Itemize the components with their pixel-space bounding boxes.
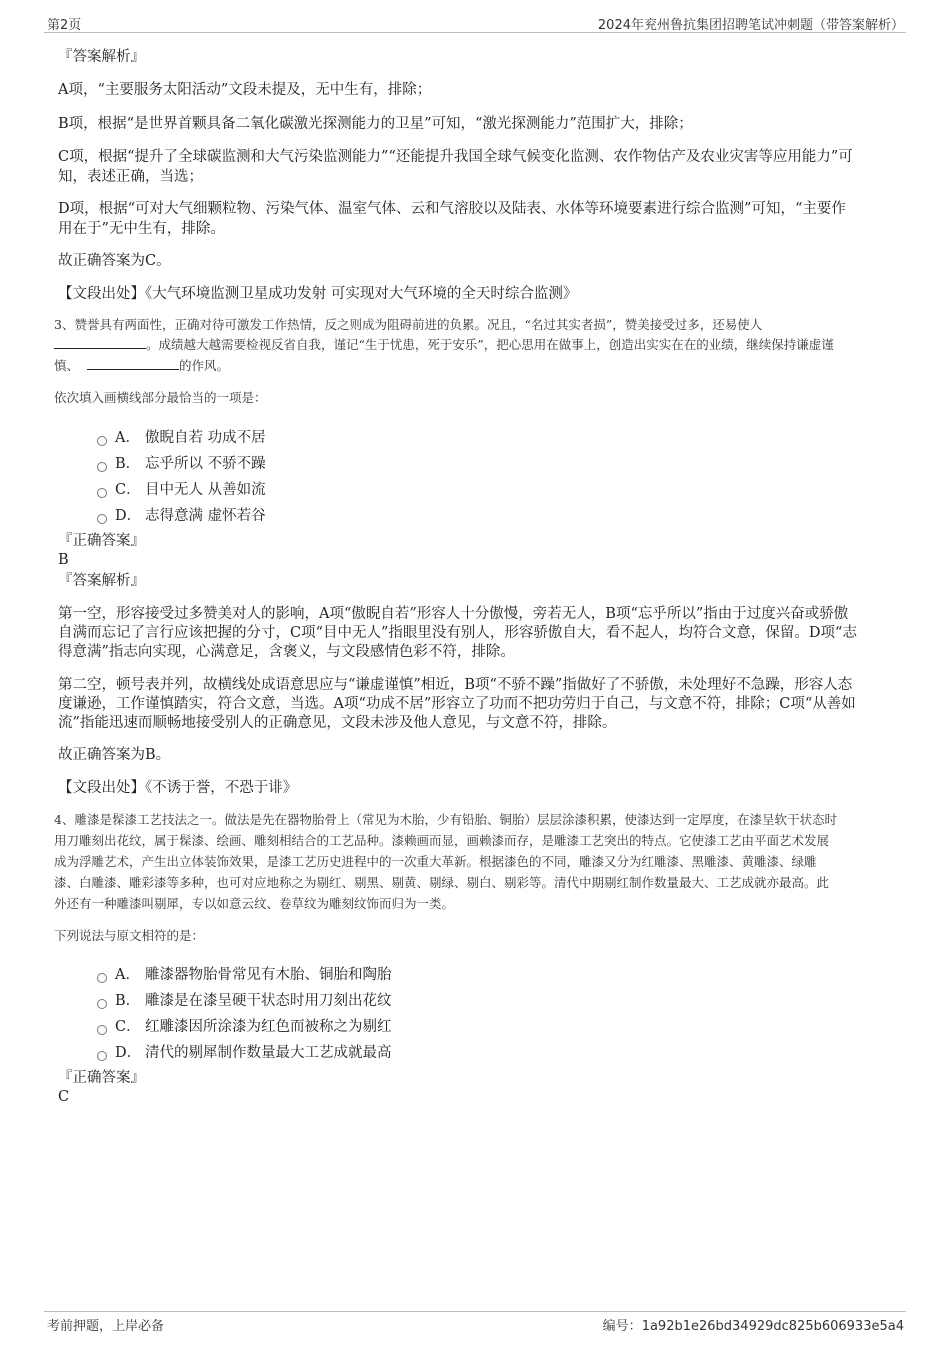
analysis-line: B项，根据“是世界首颗具备二氧化碳激光探测能力的卫星”可知，“激光探测能力”范围扩大，排除； bbox=[58, 116, 693, 132]
option-b-text: 雕漆是在漆呈硬干状态时用刀刻出花纹 bbox=[145, 993, 392, 1009]
option-a-radio[interactable] bbox=[97, 973, 107, 983]
analysis-line: D项，根据“可对大气细颗粒物、污染气体、温室气体、云和气溶胶以及陆表、水体等环境要素进行综合监测”可知，“主要作 bbox=[58, 201, 846, 217]
question-prompt: 依次填入画横线部分最恰当的一项是： bbox=[54, 390, 267, 405]
footer-slogan: 考前押题，上岸必备 bbox=[47, 1319, 165, 1334]
option-b-text: 忘乎所以 不骄不躁 bbox=[145, 456, 266, 472]
option-d-letter: D． bbox=[115, 508, 142, 524]
question-prompt: 下列说法与原文相符的是： bbox=[54, 928, 205, 943]
question-stem: 外还有一种雕漆叫剔犀，专以如意云纹、卷草纹为雕刻纹饰而归为一类。 bbox=[54, 896, 455, 911]
analysis-line: C项，根据“提升了全球碳监测和大气污染监测能力”“还能提升我国全球气候变化监测、农作物估产及农业灾害等应用能力”可 bbox=[58, 149, 853, 165]
option-b-letter: B． bbox=[115, 456, 141, 472]
option-a-text: 傲睨自若 功成不居 bbox=[145, 430, 266, 446]
option-d-text: 志得意满 虚怀若谷 bbox=[145, 508, 266, 524]
option-d-text: 清代的剔犀制作数量最大工艺成就最高 bbox=[145, 1045, 392, 1061]
option-c-letter: C． bbox=[115, 482, 141, 498]
option-b-letter: B． bbox=[115, 993, 141, 1009]
option-a-text: 雕漆器物胎骨常见有木胎、铜胎和陶胎 bbox=[145, 967, 392, 983]
question-stem: 4、雕漆是髹漆工艺技法之一。做法是先在器物胎骨上（常见为木胎，少有铅胎、铜胎）层层涂漆积累，使漆达到一定厚度，在漆呈软干状态时 bbox=[54, 812, 837, 827]
answer-conclusion: 故正确答案为B。 bbox=[58, 747, 171, 763]
option-c-letter: C． bbox=[115, 1019, 141, 1035]
analysis-line: 知，表述正确，当选； bbox=[58, 169, 203, 185]
correct-answer-label: 『正确答案』 bbox=[58, 533, 145, 549]
option-d-letter: D． bbox=[115, 1045, 142, 1061]
page-footer bbox=[44, 1311, 906, 1332]
correct-answer: C bbox=[58, 1089, 70, 1105]
document-serial: 编号：1a92b1e26bd34929dc825b606933e5a4 bbox=[602, 1319, 904, 1334]
correct-answer: B bbox=[58, 552, 69, 568]
analysis-line: 第二空，顿号表并列，故横线处成语意思应与“谦虚谨慎”相近，B项“不骄不躁”指做好了不骄傲，未处理好不急躁，形容人态 bbox=[58, 677, 853, 693]
option-d-radio[interactable] bbox=[97, 1051, 107, 1061]
option-a-letter: A． bbox=[115, 967, 140, 983]
fill-blank bbox=[87, 357, 179, 370]
analysis-line: 度谦逊，工作谨慎踏实，符合文意，当选。A项“功成不居”形容立了功而不把功劳归于自己，与文意不符，排除；C项“从善如 bbox=[58, 696, 856, 712]
question-stem: 用刀雕刻出花纹，属于髹漆、绘画、雕刻相结合的工艺品种。漆赖画而显，画赖漆而存，是雕漆工艺突出的特点。它使漆工艺由平面艺术发展 bbox=[54, 833, 830, 848]
analysis-line: 用在于”无中生有，排除。 bbox=[58, 221, 225, 237]
correct-answer-label: 『正确答案』 bbox=[58, 1070, 145, 1086]
source-citation: 【文段出处】《不诱于誉，不恐于诽》 bbox=[58, 780, 298, 796]
option-c-text: 红雕漆因所涂漆为红色而被称之为剔红 bbox=[145, 1019, 392, 1035]
option-c-radio[interactable] bbox=[97, 488, 107, 498]
option-a-letter: A． bbox=[115, 430, 140, 446]
answer-conclusion: 故正确答案为C。 bbox=[58, 253, 171, 269]
question-stem: 漆、白雕漆、雕彩漆等多种，也可对应地称之为剔红、剔黑、剔黄、剔绿、剔白、剔彩等。清代中期剔红制作数量最大、工艺成就亦最高。此 bbox=[54, 875, 830, 890]
analysis-line: 流”指能迅速而顺畅地接受别人的正确意见，文段未涉及他人意见，与文意不符，排除。 bbox=[58, 715, 617, 731]
analysis-line: 第一空，形容接受过多赞美对人的影响，A项“傲睨自若”形容人十分傲慢，旁若无人，B项“忘乎所以”指由于过度兴奋或骄傲 bbox=[58, 606, 849, 622]
question-stem: 成为浮雕艺术，产生出立体装饰效果，是漆工艺历史进程中的一次重大革新。根据漆色的不同，雕漆又分为红雕漆、黑雕漆、黄雕漆、绿雕 bbox=[54, 854, 817, 869]
question-stem: 慎、 的作风。 bbox=[54, 358, 230, 373]
source-citation: 【文段出处】《大气环境监测卫星成功发射 可实现对大气环境的全天时综合监测》 bbox=[58, 286, 578, 302]
option-c-radio[interactable] bbox=[97, 1025, 107, 1035]
option-b-radio[interactable] bbox=[97, 999, 107, 1009]
page-number: 第2页 bbox=[47, 18, 82, 33]
question-stem: 。成绩越大越需要检视反省自我，谨记“生于忧患，死于安乐”，把心思用在做事上，创造出实实在在的业绩，继续保持谦虚谨 bbox=[54, 334, 834, 356]
analysis-line: A项，“主要服务太阳活动”文段未提及，无中生有，排除； bbox=[58, 82, 432, 98]
analysis-line: 得意满”指志向实现，心满意足，含褒义，与文段感情色彩不符，排除。 bbox=[58, 644, 515, 660]
option-a-radio[interactable] bbox=[97, 436, 107, 446]
analysis-line: 自满而忘记了言行应该把握的分寸，C项“目中无人”指眼里没有别人，形容骄傲自大，看不起人，均符合文意，保留。D项“志 bbox=[58, 625, 857, 641]
analysis-label: 『答案解析』 bbox=[58, 573, 145, 589]
fill-blank bbox=[54, 336, 146, 349]
option-b-radio[interactable] bbox=[97, 462, 107, 472]
option-d-radio[interactable] bbox=[97, 514, 107, 524]
analysis-label: 『答案解析』 bbox=[58, 49, 145, 65]
page-header bbox=[44, 14, 906, 33]
option-c-text: 目中无人 从善如流 bbox=[145, 482, 266, 498]
document-title: 2024年兖州鲁抗集团招聘笔试冲刺题（带答案解析） bbox=[597, 18, 904, 33]
question-stem: 3、赞誉具有两面性，正确对待可激发工作热情，反之则成为阻碍前进的负累。况且，“名过其实者损”，赞美接受过多，还易使人 bbox=[54, 317, 763, 332]
